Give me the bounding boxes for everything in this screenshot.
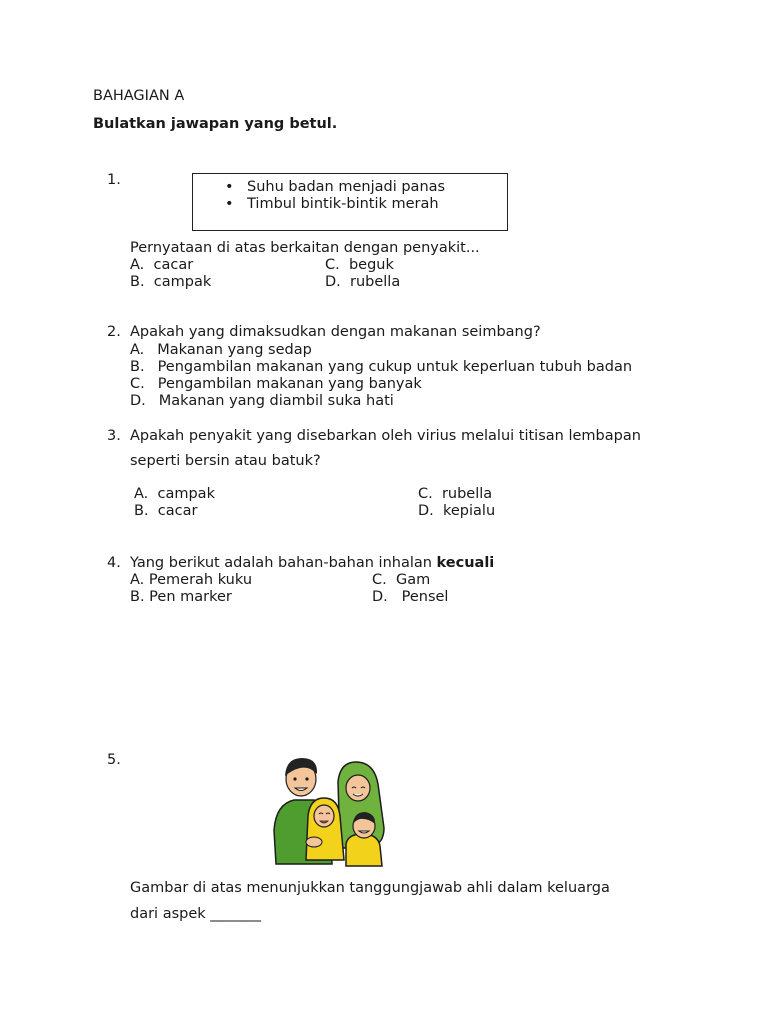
question-stem-line-2: seperti bersin atau batuk? (130, 453, 321, 469)
question-number: 1. (107, 172, 121, 188)
option-c[interactable]: C. rubella (418, 486, 493, 502)
option-b[interactable]: B. campak (130, 274, 212, 290)
question-number: 5. (107, 752, 121, 768)
question-stem-line-1: Apakah penyakit yang disebarkan oleh virius melalui titisan lembapan (130, 428, 641, 444)
bullet-icon: • (225, 179, 234, 195)
option-a[interactable]: A. Makanan yang sedap (130, 342, 312, 358)
question-stem-line-1: Gambar di atas menunjukkan tanggungjawab ahli dalam keluarga (130, 880, 610, 896)
option-a[interactable]: A. campak (134, 486, 215, 502)
option-d[interactable]: D. rubella (325, 274, 401, 290)
question-stem: Apakah yang dimaksudkan dengan makanan seimbang? (130, 324, 541, 340)
option-c[interactable]: C. Gam (372, 572, 431, 588)
option-c[interactable]: C. beguk (325, 257, 394, 273)
section-title: BAHAGIAN A (93, 88, 185, 104)
bullet-item: • Suhu badan menjadi panas (225, 179, 446, 195)
instruction: Bulatkan jawapan yang betul. (93, 116, 338, 132)
question-stem: Yang berikut adalah bahan-bahan inhalan kecuali (130, 555, 495, 571)
question-stem-line-2: dari aspek _______ (130, 906, 262, 922)
question-stem: Pernyataan di atas berkaitan dengan penyakit... (130, 240, 480, 256)
option-a[interactable]: A. Pemerah kuku (130, 572, 253, 588)
statement-box (192, 173, 508, 231)
family-illustration (270, 752, 402, 872)
option-b[interactable]: B. cacar (134, 503, 198, 519)
option-a[interactable]: A. cacar (130, 257, 194, 273)
option-c[interactable]: C. Pengambilan makanan yang banyak (130, 376, 422, 392)
bullet-icon: • (225, 196, 234, 212)
question-number: 3. (107, 428, 121, 444)
option-d[interactable]: D. Pensel (372, 589, 449, 605)
emphasis-word: kecuali (436, 555, 495, 571)
question-number: 4. (107, 555, 121, 571)
question-number: 2. (107, 324, 121, 340)
option-b[interactable]: B. Pengambilan makanan yang cukup untuk keperluan tubuh badan (130, 359, 633, 375)
bullet-item: • Timbul bintik-bintik merah (225, 196, 439, 212)
option-d[interactable]: D. kepialu (418, 503, 496, 519)
option-b[interactable]: B. Pen marker (130, 589, 232, 605)
option-d[interactable]: D. Makanan yang diambil suka hati (130, 393, 394, 409)
